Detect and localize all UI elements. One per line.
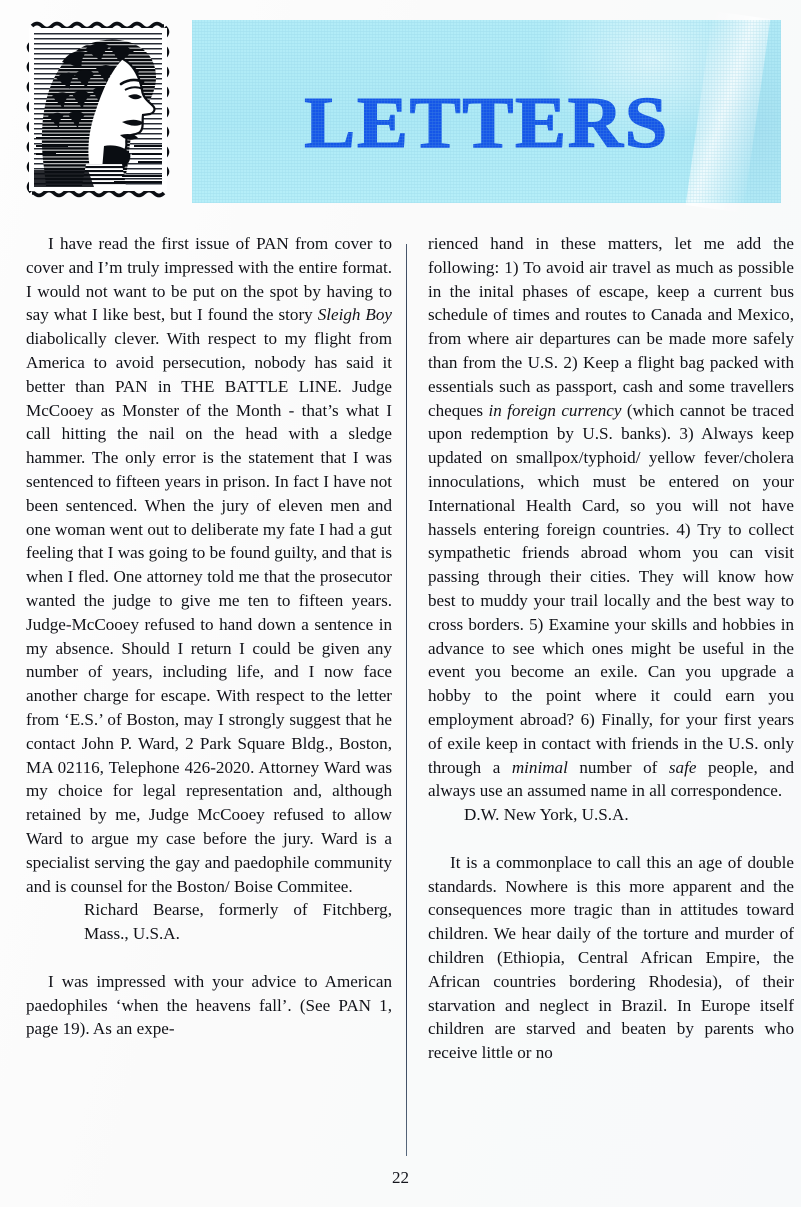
- letter-paragraph: [428, 851, 794, 1065]
- body-text: rienced hand in these matters, let me add the following: 1) To avoid air travel as much as possible in the inital phases of escape, keep a current bus schedule of times and routes to Canada and Mexico, from where air departures can be made more safely than from the U.S. 2) Keep a flight bag packed with essentials such as passport, cash and some travellers cheques: [428, 234, 794, 420]
- body-text: It is a commonplace to call this an age of double standards. Nowhere is this more apparent and the consequences more tragic than in attitudes toward children. We hear daily of the torture and murder of children (Ethiopia, Central African Empire, the African countries bordering Rhodesia), of their starvation and neglect in Brazil. In Europe itself children are starved and beaten by parents who receive little or no: [428, 852, 794, 1063]
- article-body: [0, 232, 801, 1162]
- body-text: people, and always use an assumed name in all correspondence.: [428, 757, 794, 801]
- letter-paragraph: [26, 232, 392, 898]
- emphasis-text: in foreign currency: [488, 400, 622, 420]
- body-text: D.W. New York, U.S.A.: [464, 805, 629, 825]
- folio-number: 22: [392, 1168, 409, 1187]
- body-text: I have read the first issue of PAN from cover to cover and I’m truly impressed with the entire format. I would not want to be put on the spot by having to say what I like best, but I found the story: [26, 234, 392, 325]
- letter-signature: [26, 898, 392, 946]
- letter-paragraph: [26, 970, 392, 1041]
- page-title: LETTERS: [304, 82, 669, 163]
- page-number: [0, 1168, 801, 1188]
- body-text: number of: [567, 757, 669, 777]
- letters-column-left: [26, 232, 392, 1041]
- letters-banner: [192, 20, 781, 203]
- body-text: Richard Bearse, formerly of Fitchberg, Mass., U.S.A.: [84, 900, 392, 944]
- letters-column-right: [428, 232, 794, 1065]
- emphasis-text: minimal: [511, 757, 568, 777]
- body-text: I was impressed with your advice to American paedophiles ‘when the heavens fall’. (See PAN 1, page 19). As an expe-: [26, 971, 392, 1039]
- masthead: [0, 0, 801, 218]
- emphasis-text: safe: [668, 757, 697, 777]
- letter-signature: [428, 803, 794, 827]
- emphasis-text: Sleigh Boy: [317, 305, 392, 325]
- pan-profile-stamp-icon: [22, 18, 174, 201]
- letter-paragraph: [428, 232, 794, 803]
- body-text: (which cannot be traced upon redemption by U.S. banks). 3) Always keep updated on smallpox/typhoid/ yellow fever/cholera innoculations, which must be entered on your International Health Card, so you will not have hassels entering foreign countries. 4) Try to collect sympathetic friends abroad whom you can visit passing through their cities. They will know how best to muddy your trail locally and the best way to cross borders. 5) Examine your skills and hobbies in advance to see which ones might be useful in the event you become an exile. Can you upgrade a hobby to the point where it could earn you employment abroad? 6) Finally, for your first years of exile keep in contact with friends in the U.S. only through a: [428, 400, 795, 777]
- postage-stamp-illustration: [22, 18, 174, 201]
- body-text: diabolically clever. With respect to my flight from America to avoid persecution, nobody has said it better than PAN in THE BATTLE LINE. Judge McCooey as Monster of the Month - that’s what I call hitting the nail on the head with a sledge hammer. The only error is the statement that I was sentenced to fifteen years in prison. In fact I have not been sentenced. When the jury of eleven men and one woman went out to deliberate my fate I had a gut feeling that I was going to be found guilty, and that is when I fled. One attorney told me that the prosecutor wanted the judge to give me ten to fifteen years. Judge-McCooey refused to hand down a sentence in my absence. Should I return I could be given any number of years, including life, and I now face another charge for escape. With respect to the letter from ‘E.S.’ of Boston, may I strongly suggest that he contact John P. Ward, 2 Park Square Bldg., Boston, MA 02116, Telephone 426-2020. Attorney Ward was my choice for legal representation and, although retained by me, Judge McCooey refused to allow Ward to argue my case before the jury. Ward is a specialist serving the gay and paedophile community and is counsel for the Boston/ Boise Commitee.: [26, 329, 392, 896]
